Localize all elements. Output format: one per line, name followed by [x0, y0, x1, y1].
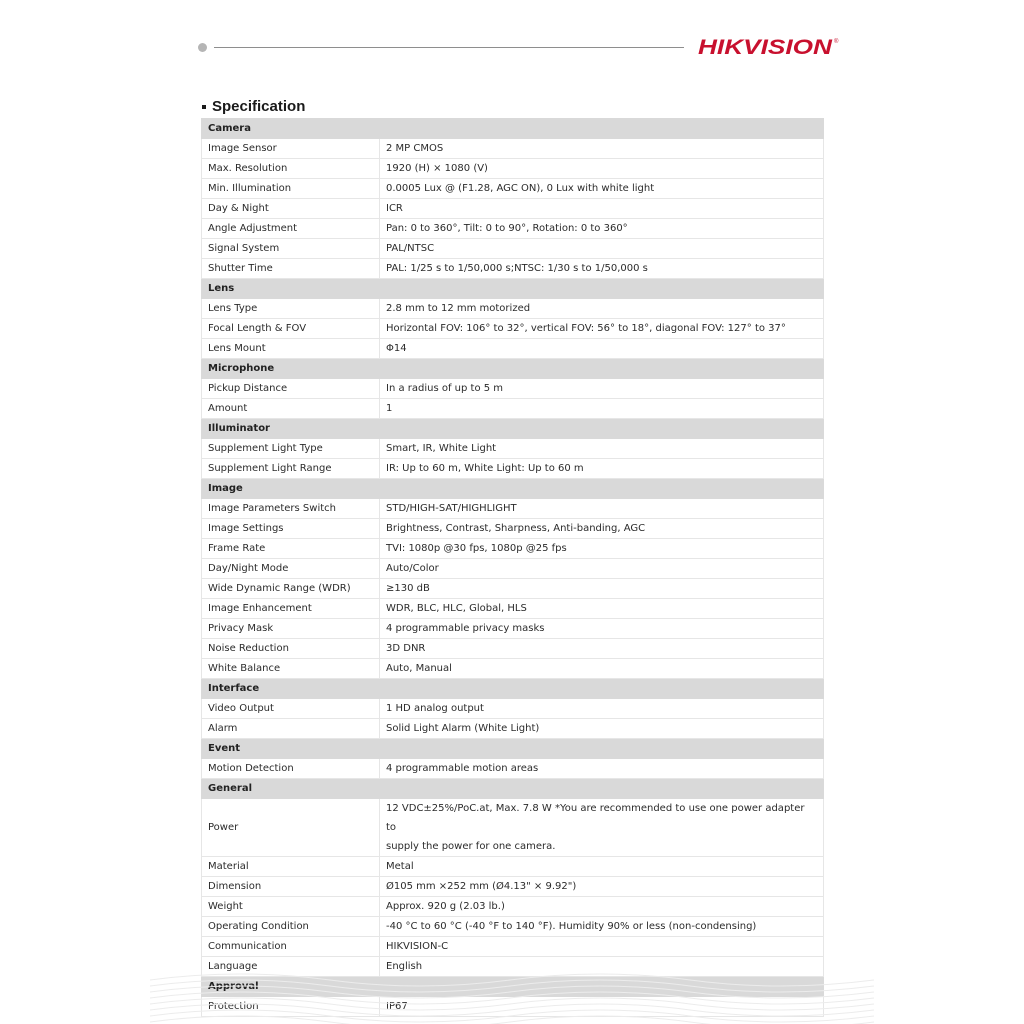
section-title: Microphone: [202, 359, 824, 379]
spec-label: Image Sensor: [202, 139, 380, 159]
spec-value: [380, 799, 824, 857]
spec-row: [202, 499, 824, 519]
spec-value: 4 programmable privacy masks: [380, 619, 824, 639]
spec-value: Auto, Manual: [380, 659, 824, 679]
spec-label: Lens Mount: [202, 339, 380, 359]
spec-value: Smart, IR, White Light: [380, 439, 824, 459]
spec-value: Brightness, Contrast, Sharpness, Anti-banding, AGC: [380, 519, 824, 539]
spec-value: PAL/NTSC: [380, 239, 824, 259]
section-title: Image: [202, 479, 824, 499]
section-title: Camera: [202, 119, 824, 139]
spec-value: In a radius of up to 5 m: [380, 379, 824, 399]
spec-label: Operating Condition: [202, 917, 380, 937]
section-header-row: [202, 279, 824, 299]
spec-row: [202, 399, 824, 419]
spec-value: WDR, BLC, HLC, Global, HLS: [380, 599, 824, 619]
spec-label: Focal Length & FOV: [202, 319, 380, 339]
spec-row: [202, 179, 824, 199]
spec-label: Angle Adjustment: [202, 219, 380, 239]
spec-label: Signal System: [202, 239, 380, 259]
spec-value-line: 12 VDC±25%/PoC.at, Max. 7.8 W *You are recommended to use one power adapter to: [386, 803, 805, 833]
spec-value: 1920 (H) × 1080 (V): [380, 159, 824, 179]
spec-label: Image Settings: [202, 519, 380, 539]
spec-value: Φ14: [380, 339, 824, 359]
spec-value: Pan: 0 to 360°, Tilt: 0 to 90°, Rotation: 0 to 360°: [380, 219, 824, 239]
spec-value: Approx. 920 g (2.03 lb.): [380, 897, 824, 917]
section-header-row: [202, 779, 824, 799]
spec-label: Day/Night Mode: [202, 559, 380, 579]
spec-label: White Balance: [202, 659, 380, 679]
spec-row: [202, 259, 824, 279]
header-rule: [214, 47, 684, 48]
spec-label: Video Output: [202, 699, 380, 719]
spec-label: Shutter Time: [202, 259, 380, 279]
spec-label: Material: [202, 857, 380, 877]
spec-value: Solid Light Alarm (White Light): [380, 719, 824, 739]
spec-sheet-page: [150, 0, 874, 1024]
spec-row: [202, 937, 824, 957]
spec-row: [202, 759, 824, 779]
section-title: Event: [202, 739, 824, 759]
spec-row: [202, 599, 824, 619]
section-header-row: [202, 119, 824, 139]
spec-label: Image Parameters Switch: [202, 499, 380, 519]
spec-title-text: Specification: [212, 98, 306, 115]
brand-wordmark: HIKVISION: [698, 36, 834, 59]
spec-row: [202, 379, 824, 399]
spec-value: Horizontal FOV: 106° to 32°, vertical FOV: 56° to 18°, diagonal FOV: 127° to 37°: [380, 319, 824, 339]
decorative-wave-pattern: [150, 960, 874, 1024]
spec-value: IP67: [380, 997, 824, 1017]
spec-row: [202, 579, 824, 599]
hikvision-logo: [698, 33, 840, 61]
spec-label: Protection: [202, 997, 380, 1017]
section-header-row: [202, 419, 824, 439]
spec-label: Communication: [202, 937, 380, 957]
spec-value: 1: [380, 399, 824, 419]
spec-label: Supplement Light Range: [202, 459, 380, 479]
spec-value: TVI: 1080p @30 fps, 1080p @25 fps: [380, 539, 824, 559]
header-dot: [198, 43, 207, 52]
spec-value: HIKVISION-C: [380, 937, 824, 957]
spec-label: Wide Dynamic Range (WDR): [202, 579, 380, 599]
spec-value: 1 HD analog output: [380, 699, 824, 719]
spec-row: [202, 619, 824, 639]
svg-text:®: ®: [834, 39, 839, 45]
spec-label: Max. Resolution: [202, 159, 380, 179]
section-title: Illuminator: [202, 419, 824, 439]
spec-label: Pickup Distance: [202, 379, 380, 399]
spec-row: [202, 539, 824, 559]
spec-row: [202, 459, 824, 479]
spec-value: STD/HIGH-SAT/HIGHLIGHT: [380, 499, 824, 519]
spec-row: [202, 439, 824, 459]
spec-label: Day & Night: [202, 199, 380, 219]
spec-value: 2.8 mm to 12 mm motorized: [380, 299, 824, 319]
spec-label: Privacy Mask: [202, 619, 380, 639]
spec-row: [202, 339, 824, 359]
spec-label: Power: [202, 799, 380, 857]
spec-value: Auto/Color: [380, 559, 824, 579]
spec-label: Dimension: [202, 877, 380, 897]
spec-row: [202, 699, 824, 719]
spec-table: [201, 118, 824, 1017]
spec-row: [202, 559, 824, 579]
spec-row: [202, 799, 824, 857]
section-title: Interface: [202, 679, 824, 699]
title-bullet-icon: [202, 105, 206, 109]
spec-label: Noise Reduction: [202, 639, 380, 659]
spec-row: [202, 319, 824, 339]
spec-label: Frame Rate: [202, 539, 380, 559]
section-title: Lens: [202, 279, 824, 299]
spec-value: -40 °C to 60 °C (-40 °F to 140 °F). Humidity 90% or less (non-condensing): [380, 917, 824, 937]
spec-label: Language: [202, 957, 380, 977]
spec-row: [202, 877, 824, 897]
section-title: General: [202, 779, 824, 799]
spec-label: Image Enhancement: [202, 599, 380, 619]
spec-row: [202, 159, 824, 179]
spec-value: PAL: 1/25 s to 1/50,000 s;NTSC: 1/30 s to 1/50,000 s: [380, 259, 824, 279]
spec-value: ICR: [380, 199, 824, 219]
spec-row: [202, 519, 824, 539]
section-title: Approval: [202, 977, 824, 997]
spec-value: 3D DNR: [380, 639, 824, 659]
spec-value: IR: Up to 60 m, White Light: Up to 60 m: [380, 459, 824, 479]
spec-row: [202, 199, 824, 219]
spec-title: [202, 98, 305, 115]
spec-value: English: [380, 957, 824, 977]
section-header-row: [202, 479, 824, 499]
spec-value: ≥130 dB: [380, 579, 824, 599]
spec-row: [202, 139, 824, 159]
spec-row: [202, 639, 824, 659]
section-header-row: [202, 359, 824, 379]
section-header-row: [202, 679, 824, 699]
spec-value: 2 MP CMOS: [380, 139, 824, 159]
spec-value: 0.0005 Lux @ (F1.28, AGC ON), 0 Lux with white light: [380, 179, 824, 199]
spec-row: [202, 299, 824, 319]
spec-label: Amount: [202, 399, 380, 419]
spec-label: Lens Type: [202, 299, 380, 319]
spec-value: Ø105 mm ×252 mm (Ø4.13" × 9.92"): [380, 877, 824, 897]
spec-label: Motion Detection: [202, 759, 380, 779]
spec-row: [202, 857, 824, 877]
section-header-row: [202, 739, 824, 759]
spec-value: Metal: [380, 857, 824, 877]
spec-row: [202, 239, 824, 259]
spec-row: [202, 219, 824, 239]
spec-label: Alarm: [202, 719, 380, 739]
spec-value-line: supply the power for one camera.: [386, 841, 556, 852]
spec-label: Supplement Light Type: [202, 439, 380, 459]
spec-row: [202, 917, 824, 937]
spec-value: 4 programmable motion areas: [380, 759, 824, 779]
spec-label: Min. Illumination: [202, 179, 380, 199]
spec-row: [202, 659, 824, 679]
spec-label: Weight: [202, 897, 380, 917]
spec-row: [202, 719, 824, 739]
spec-row: [202, 897, 824, 917]
